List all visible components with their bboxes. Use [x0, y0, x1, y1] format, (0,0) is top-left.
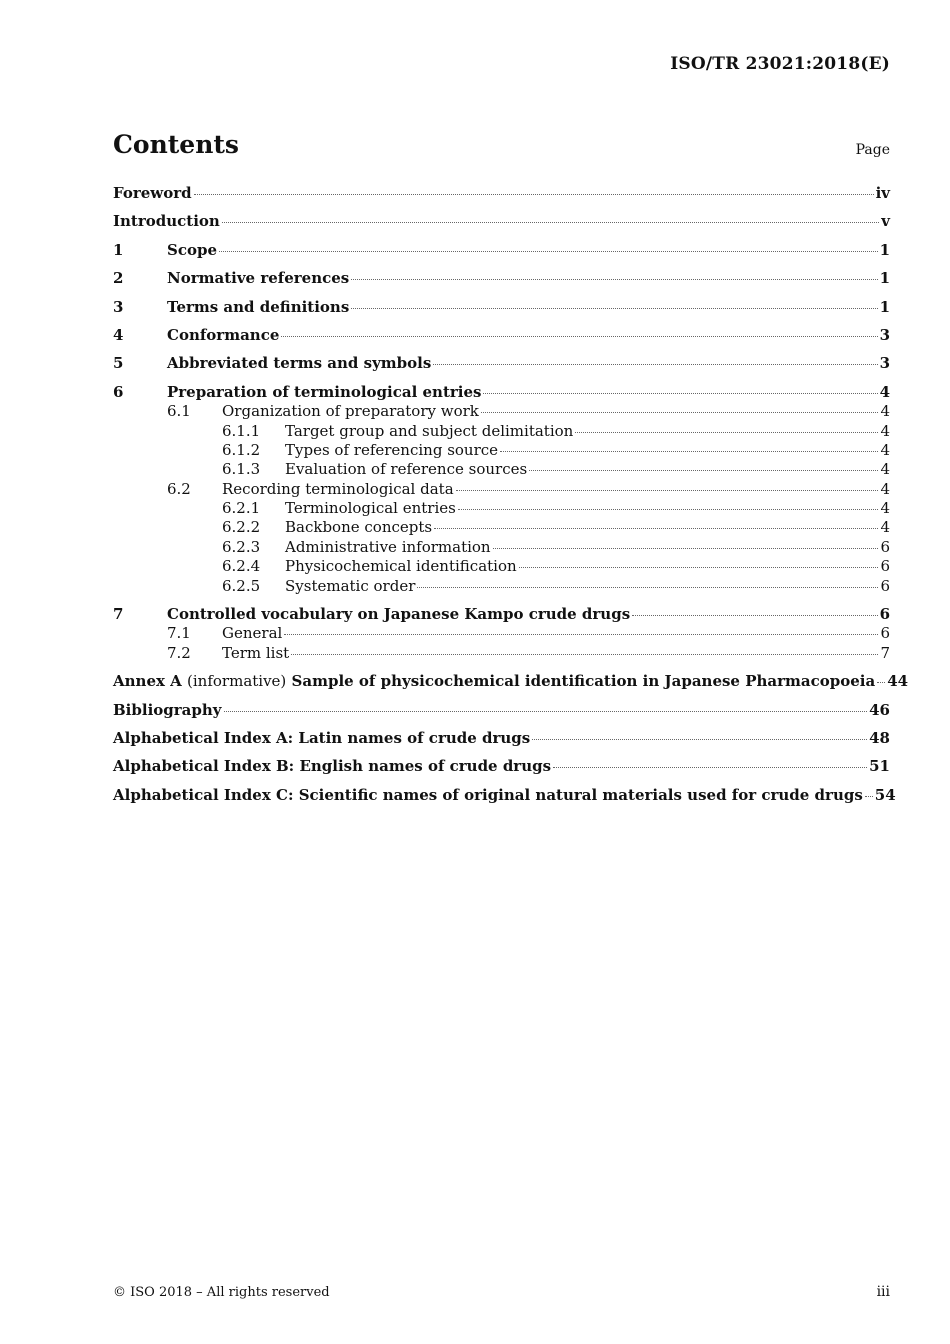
toc-entry-title: Conformance	[167, 325, 280, 344]
toc-entry-page: 3	[879, 325, 890, 344]
toc-entry-foreword[interactable]	[113, 184, 890, 212]
toc-entry-page: 4	[880, 421, 890, 440]
page-column-label: Page	[855, 142, 890, 158]
toc-entry-page: 6	[880, 537, 890, 556]
toc-entry-page: 6	[880, 576, 890, 595]
toc-entry[interactable]	[113, 298, 890, 326]
toc-entry-number: 3	[113, 297, 124, 316]
toc-entry-page: iv	[875, 184, 890, 202]
toc-entry-title: Scope	[167, 240, 218, 259]
toc-entry-page: 6	[880, 624, 890, 643]
toc-entry-title: Term list	[222, 643, 290, 662]
toc-subentry[interactable]	[113, 460, 890, 479]
toc-entry-page: 7	[880, 643, 890, 662]
toc-entry-number: 6.1.2	[222, 440, 261, 459]
toc-entry-title: Alphabetical Index A: Latin names of crude drugs	[113, 728, 531, 747]
document-id: ISO/TR 23021:2018(E)	[670, 54, 890, 74]
toc-entry-number: 1	[113, 240, 124, 259]
toc-entry-page: 4	[880, 499, 890, 518]
toc-entry-title: Terms and definitions	[167, 297, 350, 316]
toc-entry-page: 1	[879, 297, 890, 316]
toc-entry-number: 6.2.3	[222, 537, 261, 556]
toc-entry-title: Abbreviated terms and symbols	[167, 354, 432, 373]
toc-entry-number: 7.1	[167, 624, 191, 643]
toc-entry[interactable]	[113, 241, 890, 269]
copyright-notice: © ISO 2018 – All rights reserved	[113, 1285, 330, 1300]
toc-entry-index-a[interactable]	[113, 729, 890, 757]
toc-entry-title: Types of referencing source	[285, 440, 499, 459]
dot-leader	[865, 796, 873, 797]
toc-entry-number: 4	[113, 325, 124, 344]
toc-entry-page: 4	[880, 402, 890, 421]
toc-entry-title: Recording terminological data	[222, 479, 454, 498]
dot-leader	[351, 308, 877, 309]
toc-entry-title: Physicochemical identification	[285, 557, 517, 576]
dot-leader	[351, 279, 877, 280]
dot-leader	[529, 470, 878, 471]
toc-entry-title: Target group and subject delimitation	[285, 421, 574, 440]
toc-entry-page: 6	[879, 605, 890, 624]
dot-leader	[291, 654, 878, 655]
toc-entry-title: Administrative information	[285, 537, 491, 556]
table-of-contents	[113, 184, 909, 814]
toc-entry-number: 2	[113, 269, 124, 288]
toc-entry-page: 4	[880, 460, 890, 479]
toc-subentry[interactable]	[113, 480, 890, 499]
toc-entry-title: Terminological entries	[285, 499, 456, 518]
dot-leader	[194, 194, 874, 195]
toc-entry-page: 4	[879, 382, 890, 401]
dot-leader	[284, 634, 878, 635]
dot-leader	[575, 432, 878, 433]
annex-type: (informative)	[187, 672, 287, 691]
toc-entry-number: 6.2.4	[222, 557, 261, 576]
dot-leader	[434, 528, 878, 529]
toc-entry-page: 6	[880, 557, 890, 576]
toc-entry-page: 3	[879, 354, 890, 373]
toc-subentry[interactable]	[113, 624, 890, 643]
toc-entry-number: 5	[113, 354, 124, 373]
toc-entry-index-c[interactable]	[113, 785, 896, 814]
toc-entry[interactable]	[113, 269, 890, 297]
toc-entry-page: 1	[879, 269, 890, 288]
toc-entry[interactable]	[113, 326, 890, 354]
toc-entry-number: 6.1.3	[222, 460, 261, 479]
toc-entry-page: 4	[880, 479, 890, 498]
toc-entry-title: Organization of preparatory work	[222, 402, 479, 421]
dot-leader	[500, 451, 878, 452]
dot-leader	[417, 587, 878, 588]
dot-leader	[224, 711, 868, 712]
dot-leader	[456, 490, 879, 491]
dot-leader	[458, 509, 879, 510]
toc-entry-annex-a[interactable]	[113, 672, 909, 700]
toc-entry-introduction[interactable]	[113, 212, 890, 240]
toc-entry-title: Evaluation of reference sources	[285, 460, 528, 479]
toc-entry-title: Introduction	[113, 212, 220, 231]
toc-subentry[interactable]	[113, 422, 890, 441]
dot-leader	[493, 548, 879, 549]
dot-leader	[483, 393, 877, 394]
annex-label: Annex A	[113, 672, 182, 691]
toc-entry-page: 1	[879, 240, 890, 259]
toc-entry-page: 51	[869, 757, 890, 776]
toc-entry-number: 6.1.1	[222, 421, 261, 440]
toc-entry-number: 6.2.5	[222, 576, 261, 595]
dot-leader	[281, 336, 877, 337]
toc-subentry[interactable]	[113, 499, 890, 518]
toc-entry-title: General	[222, 624, 283, 643]
toc-entry-bibliography[interactable]	[113, 701, 890, 729]
dot-leader	[219, 251, 878, 252]
toc-entry-number: 6.2.1	[222, 499, 261, 518]
toc-entry[interactable]	[113, 354, 890, 382]
toc-entry-title: Preparation of terminological entries	[167, 382, 482, 401]
dot-leader	[519, 567, 879, 568]
toc-entry-title: Normative references	[167, 269, 350, 288]
toc-entry-page: 46	[869, 700, 890, 719]
toc-entry-page: 4	[880, 440, 890, 459]
toc-subentry[interactable]	[113, 557, 890, 576]
toc-subentry[interactable]	[113, 644, 890, 663]
toc-entry-title: Bibliography	[113, 700, 222, 719]
toc-entry-number: 7	[113, 605, 124, 624]
dot-leader	[433, 364, 877, 365]
toc-subentry[interactable]	[113, 577, 890, 596]
toc-entry-page: 44	[887, 672, 909, 691]
toc-entry-title: Foreword	[113, 184, 192, 202]
toc-entry-title: Systematic order	[285, 576, 416, 595]
toc-subentry[interactable]	[113, 441, 890, 460]
dot-leader	[632, 615, 877, 616]
page-title: Contents	[113, 130, 240, 159]
toc-subentry[interactable]	[113, 402, 890, 421]
toc-entry-page: 54	[874, 785, 896, 804]
page-number: iii	[876, 1284, 890, 1300]
dot-leader	[222, 222, 879, 223]
toc-subentry[interactable]	[113, 518, 890, 537]
toc-entry-number: 7.2	[167, 643, 191, 662]
annex-title: Sample of physicochemical identification in Japanese Pharmacopoeia	[291, 672, 876, 691]
toc-entry-title: Backbone concepts	[285, 518, 433, 537]
toc-entry-number: 6	[113, 382, 124, 401]
toc-entry-number: 6.2	[167, 479, 191, 498]
toc-entry-title	[113, 672, 875, 690]
dot-leader	[481, 412, 879, 413]
toc-entry-number: 6.1	[167, 402, 191, 421]
toc-entry-title: Alphabetical Index C: Scientific names of original natural materials used for crude drugs	[113, 785, 863, 804]
toc-entry-number: 6.2.2	[222, 518, 261, 537]
dot-leader	[553, 767, 867, 768]
toc-subentry[interactable]	[113, 538, 890, 557]
dot-leader	[532, 739, 867, 740]
dot-leader	[877, 682, 885, 683]
toc-entry-title: Controlled vocabulary on Japanese Kampo crude drugs	[167, 605, 631, 624]
toc-entry-page: v	[881, 212, 890, 231]
toc-entry-page: 48	[869, 728, 890, 747]
toc-entry-index-b[interactable]	[113, 757, 890, 785]
toc-entry-title: Alphabetical Index B: English names of crude drugs	[113, 757, 552, 776]
toc-entry-page: 4	[880, 518, 890, 537]
